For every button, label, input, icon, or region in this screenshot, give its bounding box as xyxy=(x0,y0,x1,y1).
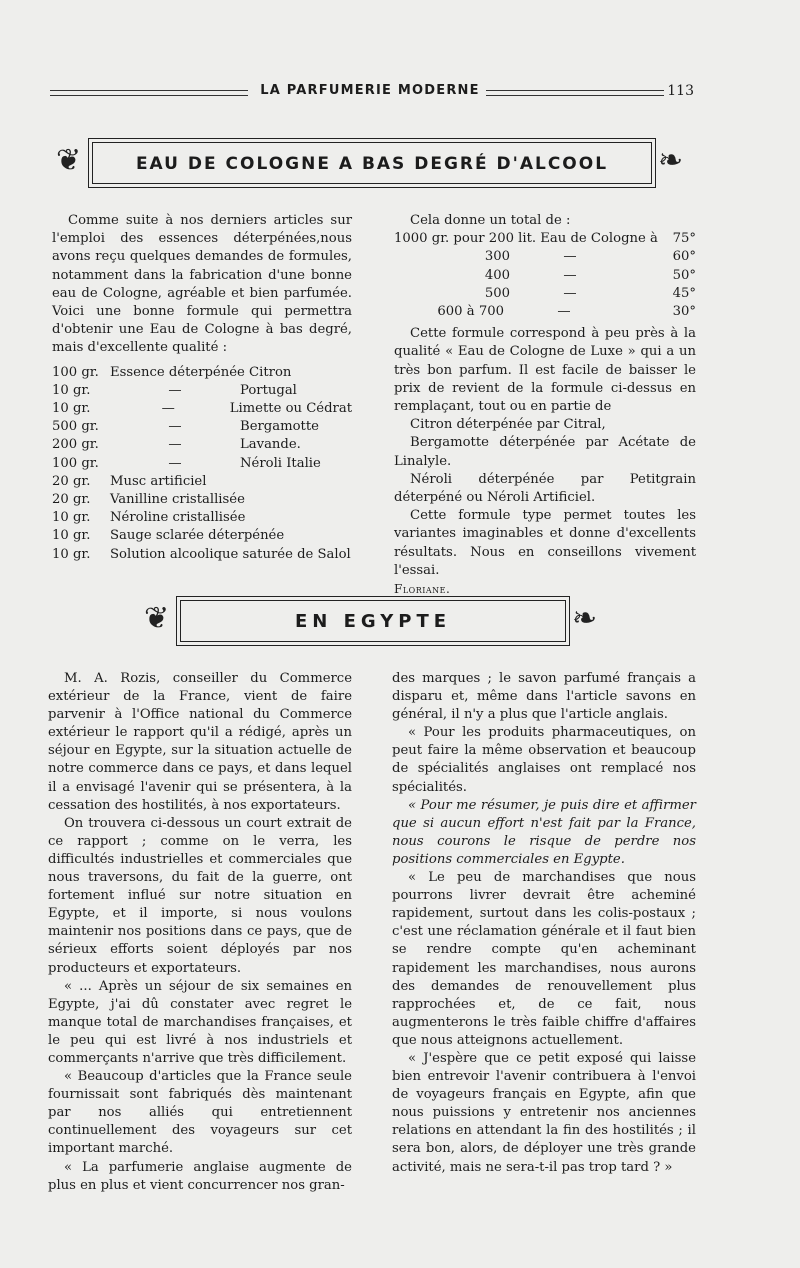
totals-degree: 60° xyxy=(672,249,696,265)
formula-product: Néroli Italie xyxy=(240,455,321,471)
formula-quantity: 10 gr. xyxy=(52,528,91,544)
formula-row xyxy=(52,455,352,473)
formula-quantity: 200 gr. xyxy=(52,437,99,453)
journal-title: LA PARFUMERIE MODERNE xyxy=(260,83,480,98)
substitution-bergamotte: Bergamotte déterpénée par Acétate de Linalyle. xyxy=(394,435,696,469)
total-intro: Cela donne un total de : xyxy=(410,213,571,228)
ditto-dash: — xyxy=(168,382,182,398)
header-rule-left xyxy=(50,90,248,96)
formula-quantity: 100 gr. xyxy=(52,364,99,380)
ditto-dash: — xyxy=(563,285,577,301)
page-number: 113 xyxy=(667,83,694,99)
formula-row xyxy=(52,418,352,436)
article-paragraph: « J'espère que ce petit exposé qui laisse bien entrevoir l'avenir contribuera à l'envoi de voyageurs français en Egypte, afin que nous puissions y entretenir nos anciennes relations en attendant la fin des hostilités ; il sera bon, alors, de déployer une très grande activité, mais ne sera-t-il pas trop tard ? » xyxy=(392,1050,696,1175)
totals-quantity: 300 xyxy=(484,249,510,265)
article-paragraph: « Beaucoup d'articles que la France seule fournissait sont fabriqués dès maintenant par nos alliés qui entretiennent continuellement des voyageurs sur cet important marché. xyxy=(48,1069,352,1157)
totals-quantity: 600 à 700 xyxy=(437,303,504,319)
formula-product: Lavande. xyxy=(240,437,301,453)
totals-row xyxy=(394,248,696,266)
article-paragraph: « Le peu de marchandises que nous pourrons livrer devrait être acheminé rapidement, surtout dans les colis-postaux ; c'est une réclamation générale et il faut bien se rendre compte qu'en acheminant rapidement les marchandises, nous aurons des demandes de renouvellement plus rapprochées et, de ce fait, nous augmenterons le très faible chiffre d'affaires que nous atteignons actuellement. xyxy=(392,870,696,1048)
formula-product: Sauge sclarée déterpénée xyxy=(110,528,285,544)
totals-first-degree: 75° xyxy=(672,231,696,247)
ornament-right-icon: ❧ xyxy=(658,143,684,178)
formula-product: Solution alcoolique saturée de Salol xyxy=(110,546,351,562)
ditto-dash: — xyxy=(161,401,175,416)
formula-note: Cette formule correspond à peu près à la qualité « Eau de Cologne de Luxe » qui a un très bon parfum. Il est facile de baisser le prix de revient de la formule ci-dessus en remplaçant, tout ou en partie de xyxy=(394,326,696,414)
formula-product: Musc artificiel xyxy=(110,473,207,489)
totals-row xyxy=(394,267,696,285)
totals-row xyxy=(394,303,696,321)
totals-quantity: 500 xyxy=(484,285,510,301)
ditto-dash: — xyxy=(168,455,182,471)
formula-product: Néroline cristallisée xyxy=(110,510,246,526)
formula-row xyxy=(52,509,352,527)
ditto-dash: — xyxy=(563,249,577,265)
formula-row xyxy=(52,491,352,509)
totals-quantity: 400 xyxy=(484,267,510,283)
formula-list xyxy=(52,364,352,564)
formula-quantity: 10 gr. xyxy=(52,382,91,398)
section-title: EAU DE COLOGNE A BAS DEGRÉ D'ALCOOL xyxy=(135,154,609,174)
ornament-left-icon: ❦ xyxy=(56,143,82,178)
formula-quantity: 20 gr. xyxy=(52,491,91,507)
section-title: EN EGYPTE xyxy=(294,611,452,632)
formula-product: Vanilline cristallisée xyxy=(110,491,245,507)
totals-first-qty: 1000 gr. pour 200 lit. Eau de Cologne à xyxy=(394,231,658,247)
totals-degree: 50° xyxy=(672,267,696,283)
ditto-dash: — xyxy=(168,437,182,453)
section2-right-column xyxy=(392,670,696,1177)
totals-degree: 45° xyxy=(672,285,696,301)
totals-table xyxy=(394,248,696,321)
formula-product: Bergamotte xyxy=(240,419,319,435)
banner-frame xyxy=(176,596,570,646)
formula-row xyxy=(52,473,352,491)
totals-row xyxy=(394,285,696,303)
intro-paragraph: Comme suite à nos derniers articles sur l'emploi des essences déterpénées,nous avons reçu quelques demandes de formules, notamment dans la fabrication d'une bonne eau de Cologne, agréable et bien parfumée. Voici une bonne formule qui permettra d'obtenir une Eau de Cologne à bas degré, mais d'excellente qualité : xyxy=(52,213,352,356)
running-header xyxy=(48,82,694,102)
ditto-dash: — xyxy=(563,267,577,283)
section-banner-egypte xyxy=(140,592,610,648)
ornament-right-icon: ❧ xyxy=(572,601,598,636)
formula-product: Essence déterpénée Citron xyxy=(110,364,292,380)
formula-quantity: 20 gr. xyxy=(52,473,91,489)
formula-quantity: 10 gr. xyxy=(52,546,91,562)
formula-row xyxy=(52,400,352,418)
section-banner-cologne xyxy=(50,134,690,190)
article-quote-italic: « Pour me résumer, je puis dire et affirmer que si aucun effort n'est fait par la France, nous courons le risque de perdre nos positions commerciales en Egypte. xyxy=(392,797,696,867)
formula-row xyxy=(52,527,352,545)
article-paragraph: M. A. Rozis, conseiller du Commerce extérieur de la France, vient de faire parvenir à l'Office national du Commerce extérieur le rapport qu'il a rédigé, après un séjour en Egypte, sur la situation actuelle de notre commerce dans ce pays, et dans lequel il a envisagé l'avenir qui se présentera, à la cessation des hostilités, à nos exportateurs. xyxy=(48,671,352,813)
section1-right-column xyxy=(394,212,696,598)
formula-quantity: 500 gr. xyxy=(52,419,99,435)
article-paragraph: « Pour les produits pharmaceutiques, on peut faire la même observation et beaucoup de spécialités anglaises ont remplacé nos spécialités. xyxy=(392,725,696,795)
ditto-dash: — xyxy=(557,303,571,319)
formula-quantity: 100 gr. xyxy=(52,455,99,471)
header-rule-right xyxy=(486,90,664,96)
conclusion-paragraph: Cette formule type permet toutes les variantes imaginables et donne d'excellents résultats. Nous en conseillons vivement l'essai. xyxy=(394,508,696,578)
formula-product: Portugal xyxy=(240,382,297,398)
formula-quantity: 10 gr. xyxy=(52,401,91,416)
ditto-dash: — xyxy=(168,419,182,435)
signature: Floriane. xyxy=(394,581,451,596)
article-paragraph: « La parfumerie anglaise augmente de plus en plus et vient concurrencer nos gran- xyxy=(48,1159,352,1193)
formula-row xyxy=(52,382,352,400)
formula-row xyxy=(52,364,352,382)
substitution-neroli: Néroli déterpénée par Petitgrain déterpéné ou Néroli Artificiel. xyxy=(394,471,696,505)
formula-row xyxy=(52,436,352,454)
formula-product: Limette ou Cédrat xyxy=(229,401,352,416)
totals-row xyxy=(394,230,696,248)
formula-row xyxy=(52,546,352,564)
formula-quantity: 10 gr. xyxy=(52,510,91,526)
banner-frame xyxy=(88,138,656,188)
article-paragraph: des marques ; le savon parfumé français a disparu et, même dans l'article savons en général, il n'y a plus que l'article anglais. xyxy=(392,671,696,723)
article-paragraph: « ... Après un séjour de six semaines en Egypte, j'ai dû constater avec regret le manque total de marchandises françaises, et le peu qui est livré à nos industriels et commerçants n'arrive que très difficilement. xyxy=(48,978,352,1066)
section1-left-column xyxy=(52,212,352,564)
totals-degree: 30° xyxy=(672,303,696,319)
section2-left-column xyxy=(48,670,352,1195)
ornament-left-icon: ❦ xyxy=(144,601,170,636)
substitution-citron: Citron déterpénée par Citral, xyxy=(410,417,606,433)
article-paragraph: On trouvera ci-dessous un court extrait de ce rapport ; comme on le verra, les difficultés industrielles et commerciales que nous traversons, du fait de la guerre, ont fortement influé sur notre situation en Egypte, et il importe, si nous voulons maintenir nos positions dans ce pays, que de sérieux efforts soient déployés par nos producteurs et exportateurs. xyxy=(48,815,352,976)
